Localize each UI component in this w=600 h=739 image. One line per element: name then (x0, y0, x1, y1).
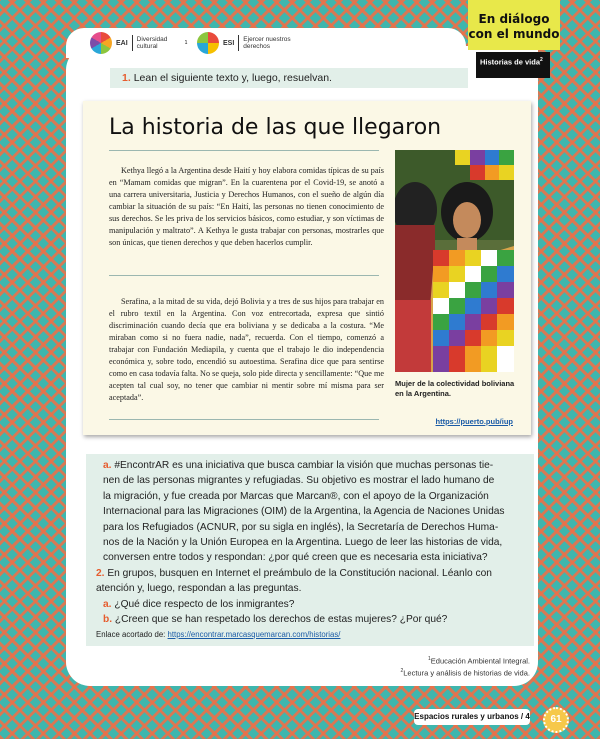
question-line: atención y, luego, respondan a las preguntas. (96, 583, 302, 595)
question-line: Internacional para las Migraciones (OIM) de la Argentina, la Agencia de Naciones Unidas (103, 506, 505, 518)
question-line (103, 458, 493, 473)
divider (132, 35, 133, 51)
footnote-text: Educación Ambiental Integral. (430, 656, 530, 666)
esi-logo-icon (197, 32, 219, 54)
question-line: para los Refugiados (ACNUR, por su sigla en inglés), la Secretaría de Derechos Huma- (103, 521, 499, 533)
section-title: En diálogo con el mundo (468, 12, 560, 41)
footnote-number: 2 (400, 668, 404, 674)
footnote-2 (400, 668, 530, 678)
footer-unit: / 4 (520, 712, 530, 721)
item-label: b. (103, 614, 113, 625)
section-subtitle: Historias de vida (480, 57, 541, 67)
footer-book-title: Espacios rurales y urbanos (414, 712, 519, 721)
photo-caption: Mujer de la colectividad boliviana en la Argentina. (395, 379, 515, 398)
item-label: a. (103, 598, 112, 610)
instruction-number: 1. (122, 72, 131, 84)
short-link-url[interactable]: https://encontrar.marcasquemarcan.com/historias/ (167, 630, 341, 639)
item-text: #EncontrAR es una iniciativa que busca cambiar la visión que muchas personas tie- (114, 460, 494, 471)
badge-code: ESI (223, 39, 235, 47)
question-line (103, 612, 447, 627)
article-paragraph-serafina: Serafina, a la mitad de su vida, dejó Bolivia y a tres de sus hijos para trabajar en el rubro textil en la Argentina. Con voz entrecortada, expresa que sintió discriminación cuando decía que era boliviana y se dedicaba a la costura. “Me miraban como si no fuera nadie, nada”, recuerda. Con el tiempo, comenzó a trabajar con Fundación Mediapila, y cuenta que el trabajo le dio independencia económica y, sobre todo, encendió su autoestima. Serafina dice que para sentirse como en casa todavía falta. No se queja, solo pide directa y sencillamente: “Que me acepten tal cual soy, no tener que cambiar ni mentir sobre mí misma para ser aceptada”. (109, 297, 384, 402)
article-card (83, 101, 531, 435)
footnote-number: 1 (427, 656, 431, 662)
section-tab (468, 0, 560, 50)
questions-panel (86, 454, 534, 646)
question-line: nen de las personas migrantes y refugiadas. Su objetivo es mostrar el lado humano de (103, 475, 495, 487)
item-text: ¿Qué dice respecto de los inmigrantes? (114, 598, 295, 610)
item-text: ¿Creen que se han respetado los derechos de estas mujeres? ¿Por qué? (114, 614, 448, 625)
question-line (96, 566, 492, 581)
question-line (103, 597, 294, 612)
short-link-label: Enlace acortado de: (96, 630, 166, 639)
item-label: 2. (96, 567, 105, 579)
question-line: la migración, y fue creada por Marcas que Marcan®, con el apoyo de la Organización (103, 490, 489, 502)
short-link-line (96, 630, 340, 639)
instruction-text: Lean el siguiente texto y, luego, resuelvan. (133, 72, 332, 84)
question-line: conversen entre todos y respondan: ¿por qué creen que es necesaria esta iniciativa? (103, 552, 488, 564)
instruction-bar (110, 68, 468, 88)
badge-eai (86, 30, 195, 56)
divider (109, 150, 379, 151)
section-subtab (476, 52, 550, 78)
article-source-link[interactable]: https://puerto.pub/iup (435, 417, 513, 426)
badge-footnote-ref: 1 (184, 40, 188, 46)
item-text: En grupos, busquen en Internet el preámbulo de la Constitución nacional. Léanlo con (107, 567, 492, 579)
badge-code: EAI (116, 39, 128, 47)
item-label: a. (103, 460, 112, 471)
divider (109, 275, 379, 276)
divider (109, 419, 379, 420)
article-title: La historia de las que llegaron (109, 115, 442, 140)
badge-label: Ejercer nuestros derechos (243, 35, 291, 50)
page-number: 61 (543, 707, 569, 733)
badge-esi (193, 30, 309, 56)
footnote-text: Lectura y análisis de historias de vida. (403, 668, 530, 678)
subtitle-footnote-ref: 2 (540, 57, 543, 63)
footer-book-label (414, 709, 530, 725)
divider (238, 35, 239, 51)
footnote-1 (428, 656, 530, 666)
badge-label: Diversidad cultural (136, 35, 168, 50)
article-paragraph-kethya: Kethya llegó a la Argentina desde Haití y hoy elabora comidas típicas de su país en “Mamam comidas que migran”. En la cuarentena por el Covid-19, se anotó a una carrera universitaria, Justicia y Derechos Humanos, con el sueño de algún día cambiar la situación de su país: “En Haití, las personas no tienen conocimiento de sus derechos. Se les priva de los servicios básicos, como estudiar, y son víctimas de manipulación y maltrato”. A Kethya le gusta trabajar con personas, mostrarles que son únicas, que tienen derechos y que deben hacerlos cumplir. (109, 166, 384, 247)
woman-photo (395, 150, 514, 372)
question-line: nos de la Nación y la Unión Europea en la Argentina. Luego de leer las historias de vida, (103, 537, 503, 548)
eai-logo-icon (90, 32, 112, 54)
